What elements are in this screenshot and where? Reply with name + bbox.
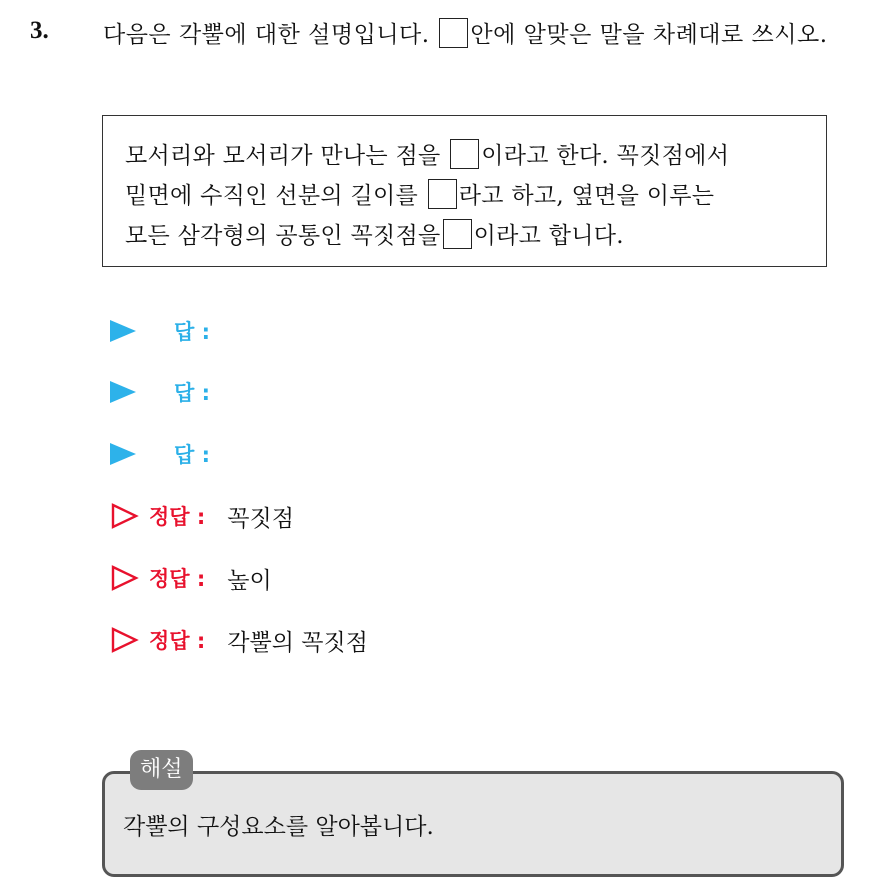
solution-label: 정답 : [149,567,206,591]
solution-value: 높이 [227,567,272,594]
solution-value: 각뿔의 꼭짓점 [227,629,368,656]
outline-triangle-icon [111,627,139,653]
solution-row-3 [111,620,368,660]
passage-text: 이라고 한다. 꼭짓점에서 [481,143,730,169]
question-number: 3. [30,17,49,44]
blank-box [443,219,472,249]
answer-label: 답 : [174,320,210,344]
solution-row-1 [111,496,294,536]
passage-box [102,115,827,267]
explanation-tab: 해설 [130,750,193,790]
passage-text: 밑면에 수직인 선분의 길이를 [125,183,419,209]
play-triangle-icon [110,381,136,403]
answer-row-2[interactable] [110,372,210,412]
outline-triangle-icon [111,503,139,529]
blank-box [428,179,457,209]
question-text [103,14,873,56]
passage-line [125,216,808,256]
blank-box [439,18,468,48]
outline-triangle-icon [111,565,139,591]
blank-box [450,139,479,169]
passage-text: 모든 삼각형의 공통인 꼭짓점을 [125,223,441,249]
question-text-end: 안에 알맞은 말을 차례대로 쓰시오. [470,22,828,48]
passage-text: 이라고 합니다. [473,223,624,249]
question-text-start: 다음은 각뿔에 대한 설명입니다. [103,22,430,48]
solution-row-2 [111,558,272,598]
passage-text: 모서리와 모서리가 만나는 점을 [125,143,441,169]
answer-row-3[interactable] [110,434,210,474]
passage-line [125,136,808,176]
answer-row-1[interactable] [110,311,210,351]
answer-label: 답 : [174,443,210,467]
solution-label: 정답 : [149,505,206,529]
play-triangle-icon [110,320,136,342]
solution-label: 정답 : [149,629,206,653]
play-triangle-icon [110,443,136,465]
explanation-text: 각뿔의 구성요소를 알아봅니다. [123,814,434,840]
passage-line [125,176,808,216]
passage-text: 라고 하고, 옆면을 이루는 [458,183,715,209]
solution-value: 꼭짓점 [227,505,294,532]
answer-label: 답 : [174,381,210,405]
